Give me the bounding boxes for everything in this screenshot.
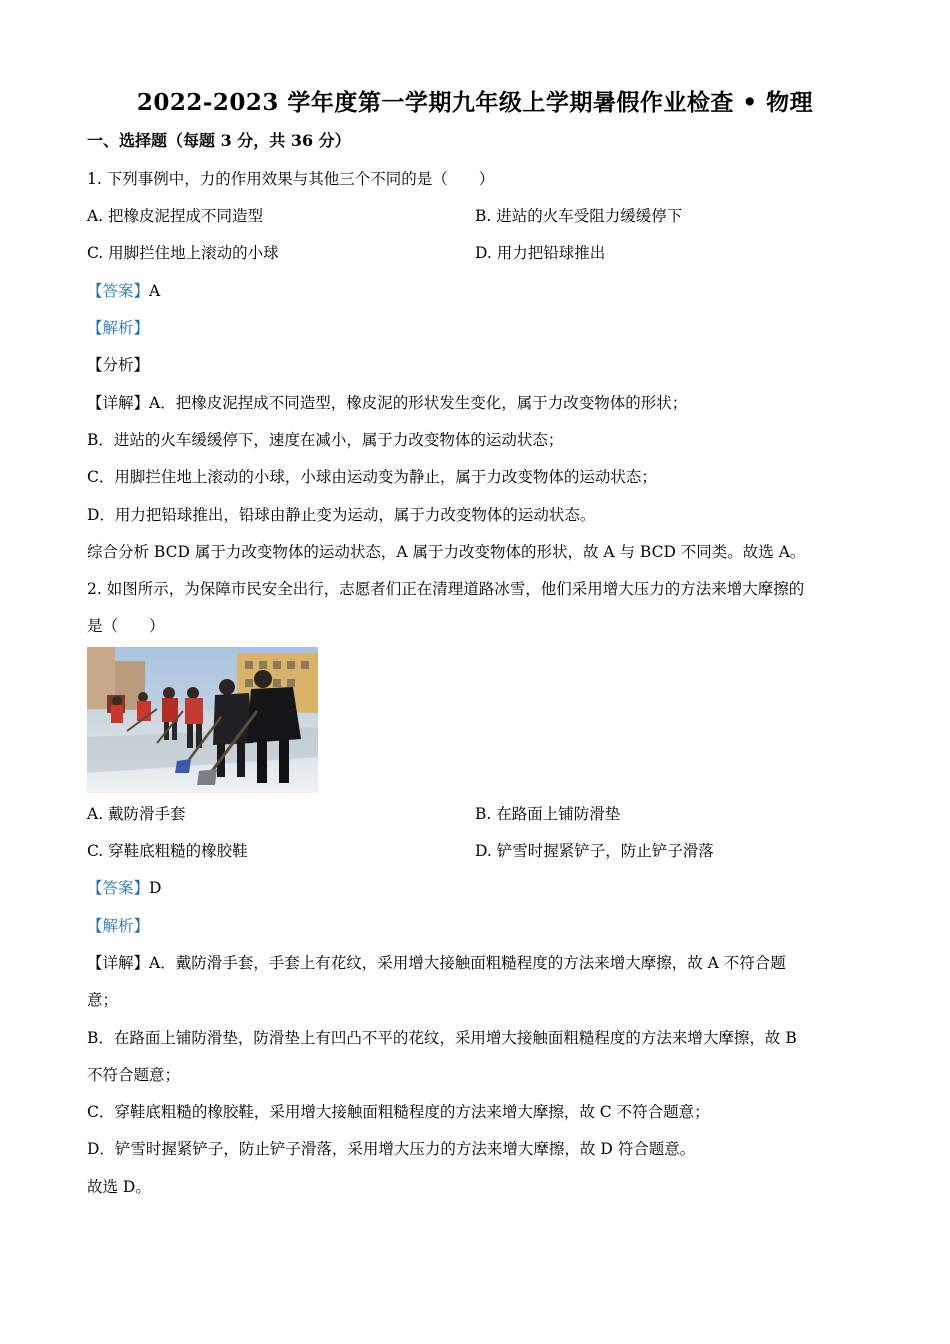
answer-value: A <box>149 282 161 300</box>
q1-fenxi: 【分析】 <box>87 356 150 374</box>
detail-text: A．戴防滑手套，手套上有花纹，采用增大接触面粗糙程度的方法来增大摩擦，故 A 不符合题 <box>149 954 786 972</box>
q1-answer <box>87 281 160 301</box>
q1-option-a: A. 把橡皮泥捏成不同造型 <box>87 207 264 225</box>
q1-detail-b: B．进站的火车缓缓停下，速度在减小，属于力改变物体的运动状态； <box>87 431 564 449</box>
page-title: 2022-2023 学年度第一学期九年级上学期暑假作业检查 • 物理 <box>136 89 814 116</box>
q1-detail-c: C．用脚拦住地上滚动的小球，小球由运动变为静止，属于力改变物体的运动状态； <box>87 468 657 486</box>
q1-analysis-tag: 【解析】 <box>87 319 150 337</box>
q2-option-b: B. 在路面上铺防滑垫 <box>475 805 621 823</box>
q1-detail-a <box>87 393 687 413</box>
q1-option-b: B. 进站的火车受阻力缓缓停下 <box>475 207 683 225</box>
q2-stem-line1: 2. 如图所示，为保障市民安全出行，志愿者们正在清理道路冰雪，他们采用增大压力的方法来增大摩擦的 <box>87 580 805 598</box>
q1-summary: 综合分析 BCD 属于力改变物体的运动状态，A 属于力改变物体的形状，故 A 与 BCD 不同类。故选 A。 <box>87 543 806 561</box>
snow-clearing-photo <box>87 647 318 793</box>
q1-option-c: C. 用脚拦住地上滚动的小球 <box>87 244 279 262</box>
answer-value: D <box>149 879 162 897</box>
q2-option-d: D. 铲雪时握紧铲子，防止铲子滑落 <box>475 842 714 860</box>
detail-text: A．把橡皮泥捏成不同造型，橡皮泥的形状发生变化，属于力改变物体的形状； <box>149 394 688 412</box>
q2-detail-c: C．穿鞋底粗糙的橡胶鞋，采用增大接触面粗糙程度的方法来增大摩擦，故 C 不符合题意； <box>87 1103 710 1121</box>
q2-answer <box>87 878 161 898</box>
q1-stem: 1. 下列事例中，力的作用效果与其他三个不同的是（ ） <box>87 170 495 188</box>
q1-option-d: D. 用力把铅球推出 <box>475 244 606 262</box>
q2-detail-a-line1 <box>87 953 786 973</box>
q2-detail-a-line2: 意； <box>87 991 119 1009</box>
q2-conclusion: 故选 D。 <box>87 1178 151 1196</box>
q2-detail-b-line2: 不符合题意； <box>87 1066 181 1084</box>
q2-detail-d: D．铲雪时握紧铲子，防止铲子滑落，采用增大压力的方法来增大摩擦，故 D 符合题意。 <box>87 1140 696 1158</box>
q2-stem-line2: 是（ ） <box>87 617 165 635</box>
q2-option-c: C. 穿鞋底粗糙的橡胶鞋 <box>87 842 248 860</box>
detail-tag: 【详解】 <box>87 394 150 412</box>
answer-tag: 【答案】 <box>87 282 150 300</box>
q2-detail-b-line1: B．在路面上铺防滑垫，防滑垫上有凹凸不平的花纹，采用增大接触面粗糙程度的方法来增大摩擦，故 B <box>87 1029 797 1047</box>
q2-analysis-tag: 【解析】 <box>87 917 150 935</box>
q1-detail-d: D．用力把铅球推出，铅球由静止变为运动，属于力改变物体的运动状态。 <box>87 506 596 524</box>
section-heading: 一、选择题（每题 3 分，共 36 分） <box>87 131 351 150</box>
q2-option-a: A. 戴防滑手套 <box>87 805 186 823</box>
detail-tag: 【详解】 <box>87 954 150 972</box>
answer-tag: 【答案】 <box>87 879 150 897</box>
